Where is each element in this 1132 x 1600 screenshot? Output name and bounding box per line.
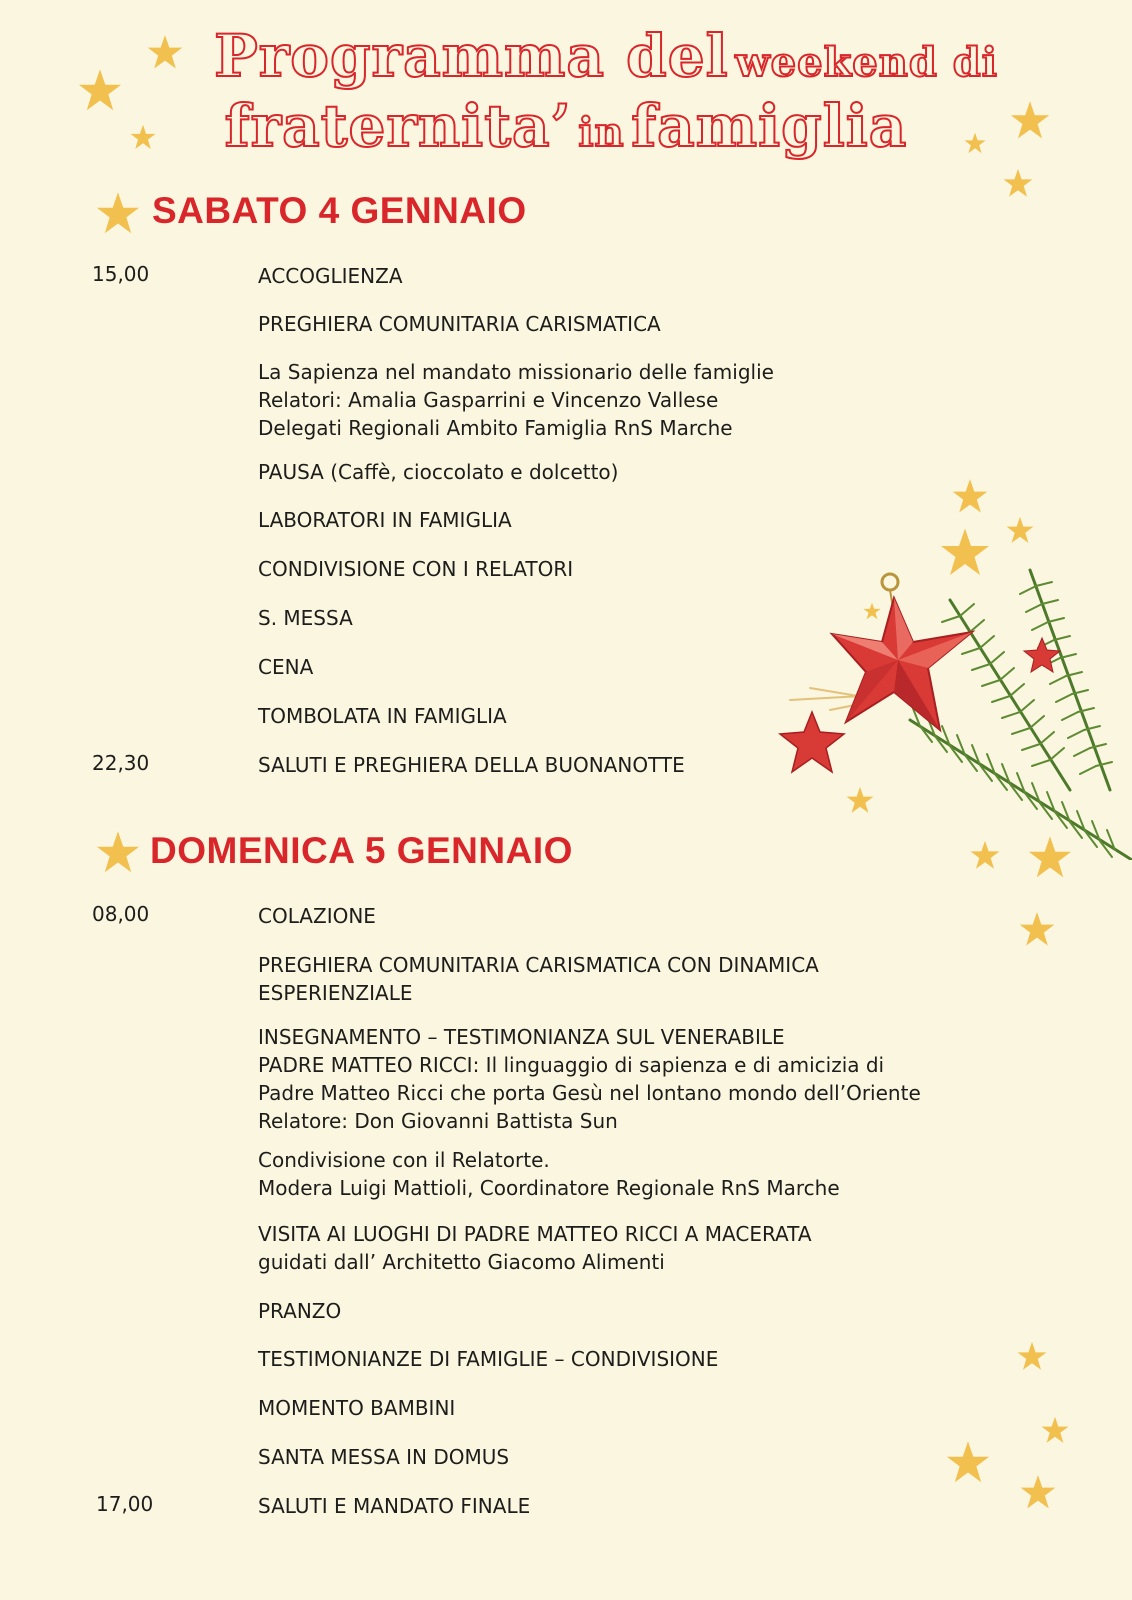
star-icon	[1017, 1341, 1047, 1371]
schedule-item-line: Condivisione con il Relatorte.	[258, 1148, 550, 1172]
schedule-item-line: COLAZIONE	[258, 904, 376, 928]
schedule-item-line: MOMENTO BAMBINI	[258, 1396, 456, 1420]
schedule-time: 22,30	[92, 751, 150, 775]
schedule-item	[258, 1394, 1038, 1422]
star-icon	[96, 830, 140, 874]
schedule-item-line: ESPERIENZIALE	[258, 981, 413, 1005]
schedule-item	[258, 951, 1038, 1007]
schedule-item-line: Padre Matteo Ricci che porta Gesù nel lontano mondo dell’Oriente	[258, 1081, 921, 1105]
schedule-time: 17,00	[96, 1492, 154, 1516]
title-part-3: fraternita’	[224, 92, 572, 160]
schedule-time: 15,00	[92, 262, 150, 286]
schedule-item-line: TOMBOLATA IN FAMIGLIA	[258, 704, 507, 728]
schedule-item-line: PRANZO	[258, 1299, 342, 1323]
star-icon	[964, 132, 986, 154]
star-icon	[96, 191, 140, 235]
schedule-item-line: PAUSA (Caffè, cioccolato e dolcetto)	[258, 460, 619, 484]
schedule-time: 08,00	[92, 902, 150, 926]
tiny-star-ornament-icon	[1024, 638, 1060, 672]
star-icon	[1006, 516, 1034, 544]
page-title-line-2	[0, 92, 1132, 160]
schedule-item	[258, 902, 1038, 930]
title-part-2: weekend di	[735, 39, 998, 86]
schedule-item-line: guidati dall’ Architetto Giacomo Alimenti	[258, 1250, 665, 1274]
schedule-item	[258, 1220, 1038, 1276]
schedule-item-line: CENA	[258, 655, 314, 679]
schedule-item	[258, 262, 1038, 290]
star-icon	[1020, 1474, 1056, 1510]
schedule-item	[258, 1297, 1038, 1325]
schedule-item	[258, 1146, 1038, 1202]
star-icon	[946, 1440, 990, 1484]
small-star-ornament-icon	[780, 712, 844, 772]
star-icon	[130, 124, 156, 150]
schedule-item	[258, 1492, 1038, 1520]
schedule-item-line: INSEGNAMENTO – TESTIMONIANZA SUL VENERABILE	[258, 1025, 785, 1049]
schedule-item	[258, 358, 1038, 442]
schedule-item	[258, 506, 1038, 534]
star-icon	[147, 34, 183, 70]
schedule-item-line: LABORATORI IN FAMIGLIA	[258, 508, 512, 532]
schedule-item-line: SALUTI E PREGHIERA DELLA BUONANOTTE	[258, 753, 685, 777]
schedule-item	[258, 458, 1038, 486]
title-part-1: Programma del	[214, 22, 729, 90]
star-icon	[952, 478, 988, 514]
star-ornament-icon	[832, 574, 972, 730]
star-icon	[1003, 168, 1033, 198]
star-icon	[1019, 911, 1055, 947]
schedule-item-line: Modera Luigi Mattioli, Coordinatore Regionale RnS Marche	[258, 1176, 840, 1200]
star-icon	[78, 68, 122, 112]
schedule-item-line: SANTA MESSA IN DOMUS	[258, 1445, 510, 1469]
schedule-item-line: Delegati Regionali Ambito Famiglia RnS Marche	[258, 416, 733, 440]
sunday-heading: DOMENICA 5 GENNAIO	[150, 830, 573, 871]
schedule-item-line: SALUTI E MANDATO FINALE	[258, 1494, 531, 1518]
title-part-5: famiglia	[631, 92, 908, 160]
schedule-item	[258, 1443, 1038, 1471]
schedule-item-line: PREGHIERA COMUNITARIA CARISMATICA CON DINAMICA	[258, 953, 819, 977]
schedule-item-line: PREGHIERA COMUNITARIA CARISMATICA	[258, 312, 661, 336]
schedule-item-line: VISITA AI LUOGHI DI PADRE MATTEO RICCI A MACERATA	[258, 1222, 812, 1246]
star-icon	[1041, 1416, 1069, 1444]
title-part-4: in	[578, 109, 625, 156]
schedule-item	[258, 1023, 1038, 1135]
schedule-item-line: S. MESSA	[258, 606, 353, 630]
star-icon	[1010, 100, 1050, 140]
christmas-ornament-decoration	[770, 560, 1132, 860]
schedule-item	[258, 310, 1038, 338]
pine-branches-icon	[790, 570, 1132, 860]
schedule-item-line: ACCOGLIENZA	[258, 264, 403, 288]
schedule-item-line: TESTIMONIANZE DI FAMIGLIE – CONDIVISIONE	[258, 1347, 719, 1371]
page-title-line-1	[40, 22, 1132, 90]
schedule-item-line: PADRE MATTEO RICCI: Il linguaggio di sapienza e di amicizia di	[258, 1053, 885, 1077]
schedule-item	[258, 1345, 1038, 1373]
schedule-item-line: Relatori: Amalia Gasparrini e Vincenzo Vallese	[258, 388, 719, 412]
schedule-item-line: Relatore: Don Giovanni Battista Sun	[258, 1109, 618, 1133]
schedule-item-line: CONDIVISIONE CON I RELATORI	[258, 557, 574, 581]
saturday-heading: SABATO 4 GENNAIO	[152, 190, 527, 231]
schedule-item-line: La Sapienza nel mandato missionario delle famiglie	[258, 360, 774, 384]
